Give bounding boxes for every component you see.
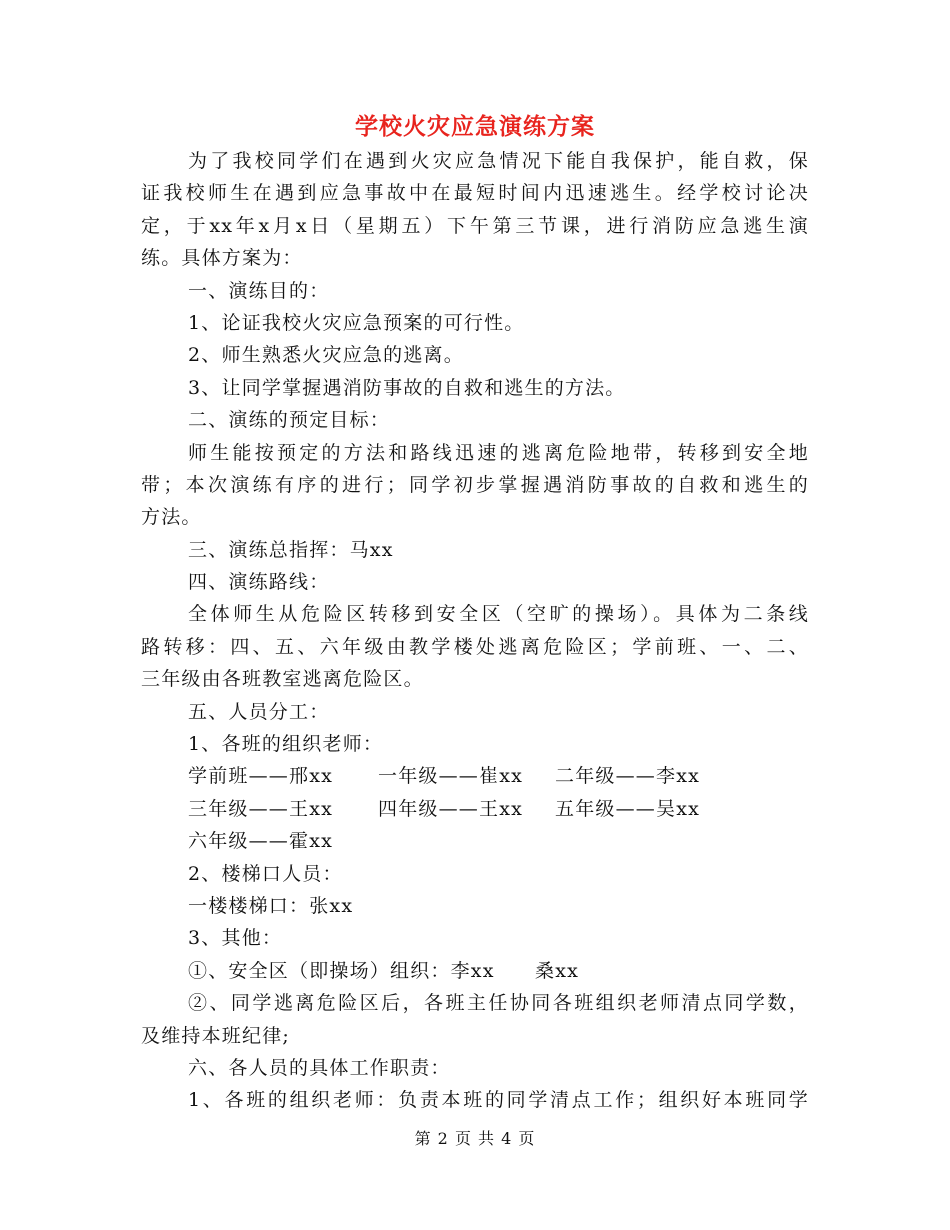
list-item: ②、同学逃离危险区后，各班主任协同各班组织老师清点同学数， xyxy=(188,992,809,1015)
list-item: 1、论证我校火灾应急预案的可行性。 xyxy=(188,311,525,334)
paragraph-line: 带；本次演练有序的进行；同学初步掌握遇消防事故的自救和逃生的 xyxy=(141,473,809,496)
section-heading: 二、演练的预定目标： xyxy=(188,409,391,432)
section-heading: 六、各人员的具体工作职责： xyxy=(188,1056,451,1079)
list-item: 2、师生熟悉火灾应急的逃离。 xyxy=(188,344,464,367)
section-heading: 五、人员分工： xyxy=(188,700,330,723)
list-item: 3、其他： xyxy=(188,927,283,950)
paragraph-line: 师生能按预定的方法和路线迅速的逃离危险地带，转移到安全地 xyxy=(188,441,809,464)
paragraph-line: 全体师生从危险区转移到安全区（空旷的操场）。具体为二条线 xyxy=(188,603,809,626)
paragraph-line: 为了我校同学们在遇到火灾应急情况下能自我保护，能自救，保 xyxy=(188,150,809,172)
list-item: 1、各班的组织老师： xyxy=(188,733,384,756)
paragraph-line: 方法。 xyxy=(141,506,202,529)
grade-assignment: 五年级——吴xx xyxy=(555,797,701,820)
list-item: 2、楼梯口人员： xyxy=(188,862,343,885)
document-body xyxy=(141,145,809,1117)
paragraph-line: 三年级由各班教室逃离危险区。 xyxy=(141,668,424,691)
grade-assignment: 学前班——邢xx xyxy=(188,765,334,788)
document-title: 学校火灾应急演练方案 xyxy=(355,113,595,140)
list-item: ①、安全区（即操场）组织：李xx 桑xx xyxy=(188,959,580,982)
grade-row xyxy=(141,760,809,792)
grade-assignment: 三年级——王xx xyxy=(188,797,334,820)
grade-assignment: 二年级——李xx xyxy=(555,765,701,788)
page-number: 第 2 页 共 4 页 xyxy=(414,1129,536,1148)
paragraph-line: 证我校师生在遇到应急事故中在最短时间内迅速逃生。经学校讨论决 xyxy=(141,182,809,205)
grade-assignment: 一年级——崔xx xyxy=(378,765,524,788)
paragraph-line: 一楼楼梯口：张xx xyxy=(188,894,354,917)
list-item: 3、让同学掌握遇消防事故的自救和逃生的方法。 xyxy=(188,376,626,399)
grade-row xyxy=(141,825,809,857)
grade-row xyxy=(141,793,809,825)
list-item: 1、各班的组织老师：负责本班的同学清点工作；组织好本班同学 xyxy=(188,1089,809,1112)
paragraph-line: 及维持本班纪律; xyxy=(141,1024,291,1047)
section-heading: 三、演练总指挥：马xx xyxy=(188,538,394,561)
paragraph-line: 路转移：四、五、六年级由教学楼处逃离危险区；学前班、一、二、 xyxy=(141,635,809,658)
section-heading: 一、演练目的： xyxy=(188,279,330,302)
paragraph-line: 定，于xx年x月x日（星期五）下午第三节课，进行消防应急逃生演 xyxy=(141,214,809,237)
grade-assignment: 六年级——霍xx xyxy=(188,830,334,853)
section-heading: 四、演练路线： xyxy=(188,571,330,594)
grade-assignment: 四年级——王xx xyxy=(378,797,524,820)
paragraph-line: 练。具体方案为： xyxy=(141,247,303,270)
